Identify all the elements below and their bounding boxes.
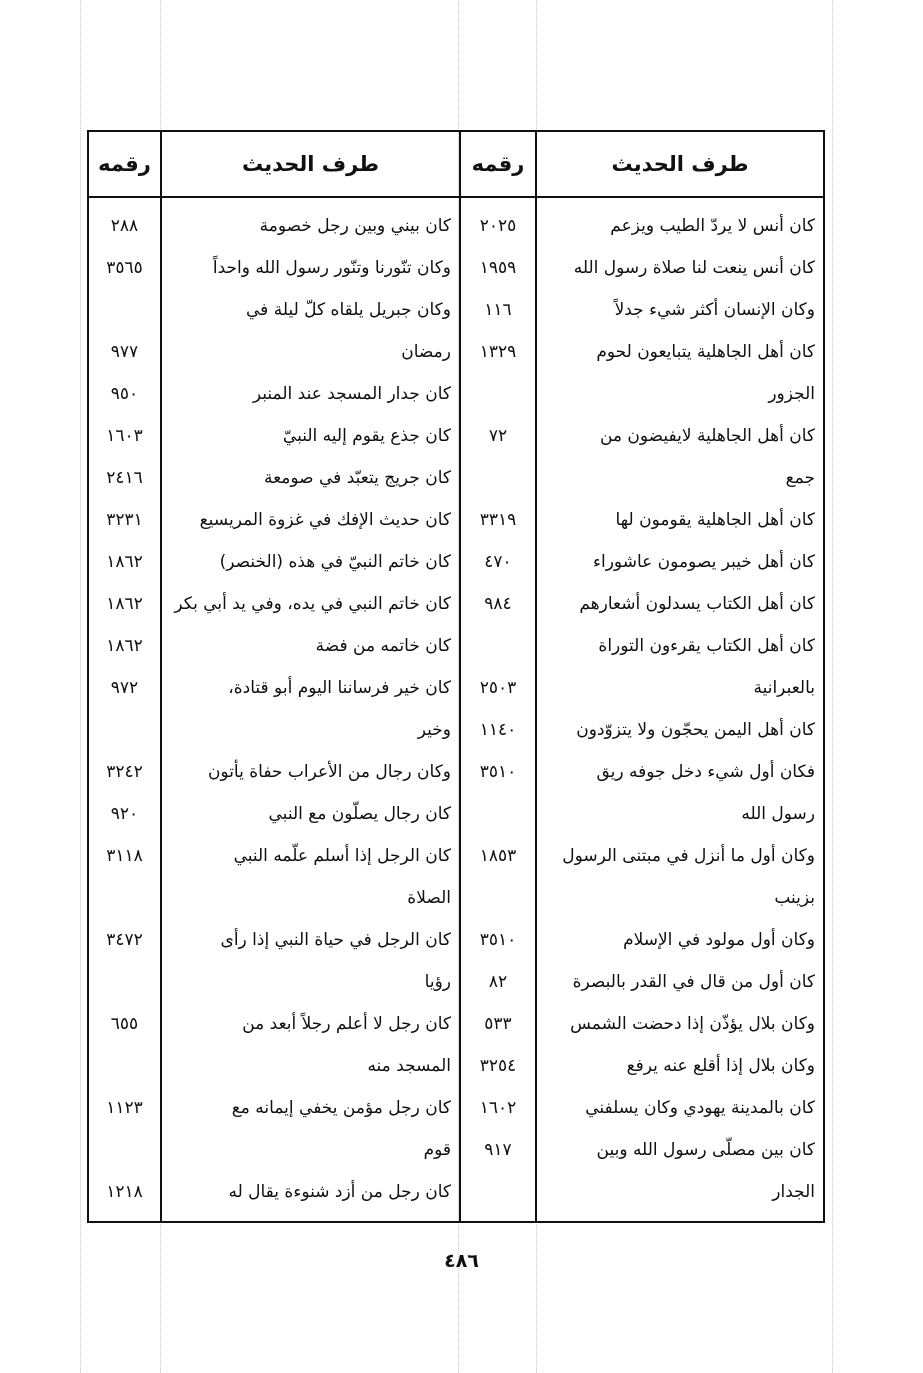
hadith-entry-text-right: الجدار [772,1182,815,1202]
hadith-entry-number-right: ٣٥١٠ [479,930,517,950]
hadith-entry-text-right: كان بين مصلّى رسول الله وبين [596,1140,815,1160]
header-divider [89,196,823,198]
page-number: ٤٨٦ [444,1250,479,1272]
hadith-entry-number-left: ٣١١٨ [106,846,143,866]
hadith-entry-text-right: كان أهل الكتاب يقرءون التوراة [598,636,815,656]
hadith-entry-number-right: ٧٢ [488,426,508,446]
hadith-entry-text-right: كان أهل الجاهلية لايفيضون من [599,426,815,446]
hadith-entry-text-right: كان أول من قال في القدر بالبصرة [572,972,815,992]
hadith-entry-number-left: ٦٥٥ [110,1014,139,1034]
index-table [87,130,825,1223]
hadith-entry-text-left: كان جدار المسجد عند المنبر [252,384,451,404]
hadith-entry-text-left: وكان جبريل يلقاه كلّ ليلة في [246,300,451,320]
hadith-entry-number-left: ١٨٦٢ [106,594,143,614]
hadith-entry-number-left: ٩٧٧ [110,342,139,362]
hadith-entry-text-left: كان جريج يتعبّد في صومعة [263,468,451,488]
header-number-left: رقمه [98,152,151,176]
hadith-entry-number-right: ١٣٢٩ [479,342,517,362]
hadith-entry-number-right: ١٩٥٩ [479,258,517,278]
hadith-entry-number-right: ١٦٠٢ [479,1098,517,1118]
hadith-entry-number-right: ٣٥١٠ [479,762,517,782]
hadith-entry-number-right: ٨٢ [488,972,508,992]
hadith-entry-text-left: رؤيا [424,972,451,992]
hadith-entry-text-left: وخير [417,720,451,740]
hadith-entry-text-left: كان خير فرساننا اليوم أبو قتادة، [228,678,451,698]
header-number-right: رقمه [471,152,525,176]
column-divider [160,132,162,1221]
hadith-entry-text-left: رمضان [401,342,451,362]
hadith-entry-text-right: وكان بلال إذا أقلع عنه يرفع [626,1056,815,1076]
hadith-entry-number-left: ٢٤١٦ [106,468,143,488]
hadith-entry-number-left: ٣٤٧٢ [106,930,143,950]
hadith-entry-text-right: بالعبرانية [753,678,815,698]
hadith-entry-text-right: وكان الإنسان أكثر شيء جدلاً [614,300,815,320]
hadith-entry-text-left: كان الرجل في حياة النبي إذا رأى [220,930,451,950]
hadith-entry-number-left: ٩٧٢ [110,678,139,698]
hadith-entry-number-left: ١٢١٨ [106,1182,143,1202]
hadith-entry-text-right: كان أهل اليمن يحجّون ولا يتزوّدون [576,720,815,740]
hadith-entry-text-left: كان جذع يقوم إليه النبيّ [282,426,451,446]
hadith-entry-number-right: ٩٨٤ [484,594,512,614]
hadith-entry-number-left: ٩٥٠ [110,384,139,404]
hadith-entry-text-left: كان الرجل إذا أسلم علّمه النبي [233,846,451,866]
hadith-entry-text-left: وكان تنّورنا وتنّور رسول الله واحداً [212,258,451,278]
hadith-entry-text-left: كان خاتمه من فضة [315,636,451,656]
hadith-entry-number-left: ١٨٦٢ [106,636,143,656]
hadith-entry-text-right: كان أنس ينعت لنا صلاة رسول الله [573,258,815,278]
hadith-entry-number-right: ٣٣١٩ [479,510,517,530]
hadith-entry-number-left: ٣٥٦٥ [106,258,143,278]
hadith-entry-text-right: فكان أول شيء دخل جوفه ريق [596,762,815,782]
hadith-entry-text-left: كان خاتم النبيّ في هذه (الخنصر) [219,552,451,572]
header-hadith-start-left: طرف الحديث [242,152,380,176]
hadith-entry-text-left: كان رجل لا أعلم رجلاً أبعد من [242,1014,451,1034]
hadith-entry-text-left: كان رجال يصلّون مع النبي [268,804,451,824]
hadith-entry-text-right: كان أهل خيبر يصومون عاشوراء [593,552,815,572]
hadith-entry-text-right: وكان بلال يؤذّن إذا دحضت الشمس [570,1014,815,1034]
hadith-entry-number-left: ١٦٠٣ [106,426,143,446]
hadith-entry-number-right: ٣٢٥٤ [479,1056,517,1076]
hadith-entry-text-right: رسول الله [741,804,815,824]
hadith-entry-text-left: الصلاة [407,888,451,908]
hadith-entry-text-right: الجزور [768,384,815,404]
hadith-entry-text-left: كان حديث الإفك في غزوة المريسيع [199,510,451,530]
scan-guide-line [832,0,833,1373]
hadith-entry-number-right: ١٨٥٣ [479,846,517,866]
scan-guide-line [80,0,81,1373]
hadith-entry-number-left: ٣٢٤٢ [106,762,143,782]
hadith-entry-text-left: وكان رجال من الأعراب حفاة يأتون [207,762,451,782]
hadith-entry-number-right: ٩١٧ [484,1140,512,1160]
hadith-entry-number-right: ١١٦ [484,300,512,320]
hadith-entry-text-left: قوم [423,1140,451,1160]
hadith-entry-number-right: ١١٤٠ [479,720,517,740]
hadith-entry-number-left: ١١٢٣ [106,1098,143,1118]
hadith-entry-number-right: ٢٠٢٥ [479,216,517,236]
hadith-entry-text-left: كان خاتم النبي في يده، وفي يد أبي بكر [174,594,451,614]
hadith-entry-text-right: بزينب [774,888,815,908]
hadith-entry-number-right: ٤٧٠ [484,552,512,572]
hadith-entry-number-left: ٣٢٣١ [106,510,143,530]
hadith-entry-text-right: وكان أول مولود في الإسلام [623,930,815,950]
hadith-entry-text-right: وكان أول ما أنزل في مبتنى الرسول [562,846,815,866]
hadith-entry-text-left: المسجد منه [367,1056,451,1076]
header-hadith-start-right: طرف الحديث [611,152,749,176]
hadith-entry-text-left: كان رجل مؤمن يخفي إيمانه مع [231,1098,451,1118]
hadith-entry-number-right: ٥٣٣ [484,1014,512,1034]
hadith-entry-text-right: كان أهل الجاهلية يتبايعون لحوم [596,342,815,362]
hadith-entry-text-right: كان أنس لا يردّ الطيب ويزعم [610,216,815,236]
hadith-entry-number-right: ٢٥٠٣ [479,678,517,698]
hadith-entry-text-right: كان أهل الكتاب يسدلون أشعارهم [579,594,815,614]
hadith-entry-text-right: جمع [785,468,815,488]
hadith-entry-number-left: ١٨٦٢ [106,552,143,572]
hadith-entry-text-right: كان أهل الجاهلية يقومون لها [615,510,815,530]
hadith-entry-text-left: كان بيني وبين رجل خصومة [259,216,451,236]
hadith-entry-number-left: ٢٨٨ [110,216,139,236]
hadith-entry-text-right: كان بالمدينة يهودي وكان يسلفني [585,1098,815,1118]
hadith-entry-text-left: كان رجل من أزد شنوءة يقال له [228,1182,451,1202]
hadith-entry-number-left: ٩٢٠ [110,804,139,824]
